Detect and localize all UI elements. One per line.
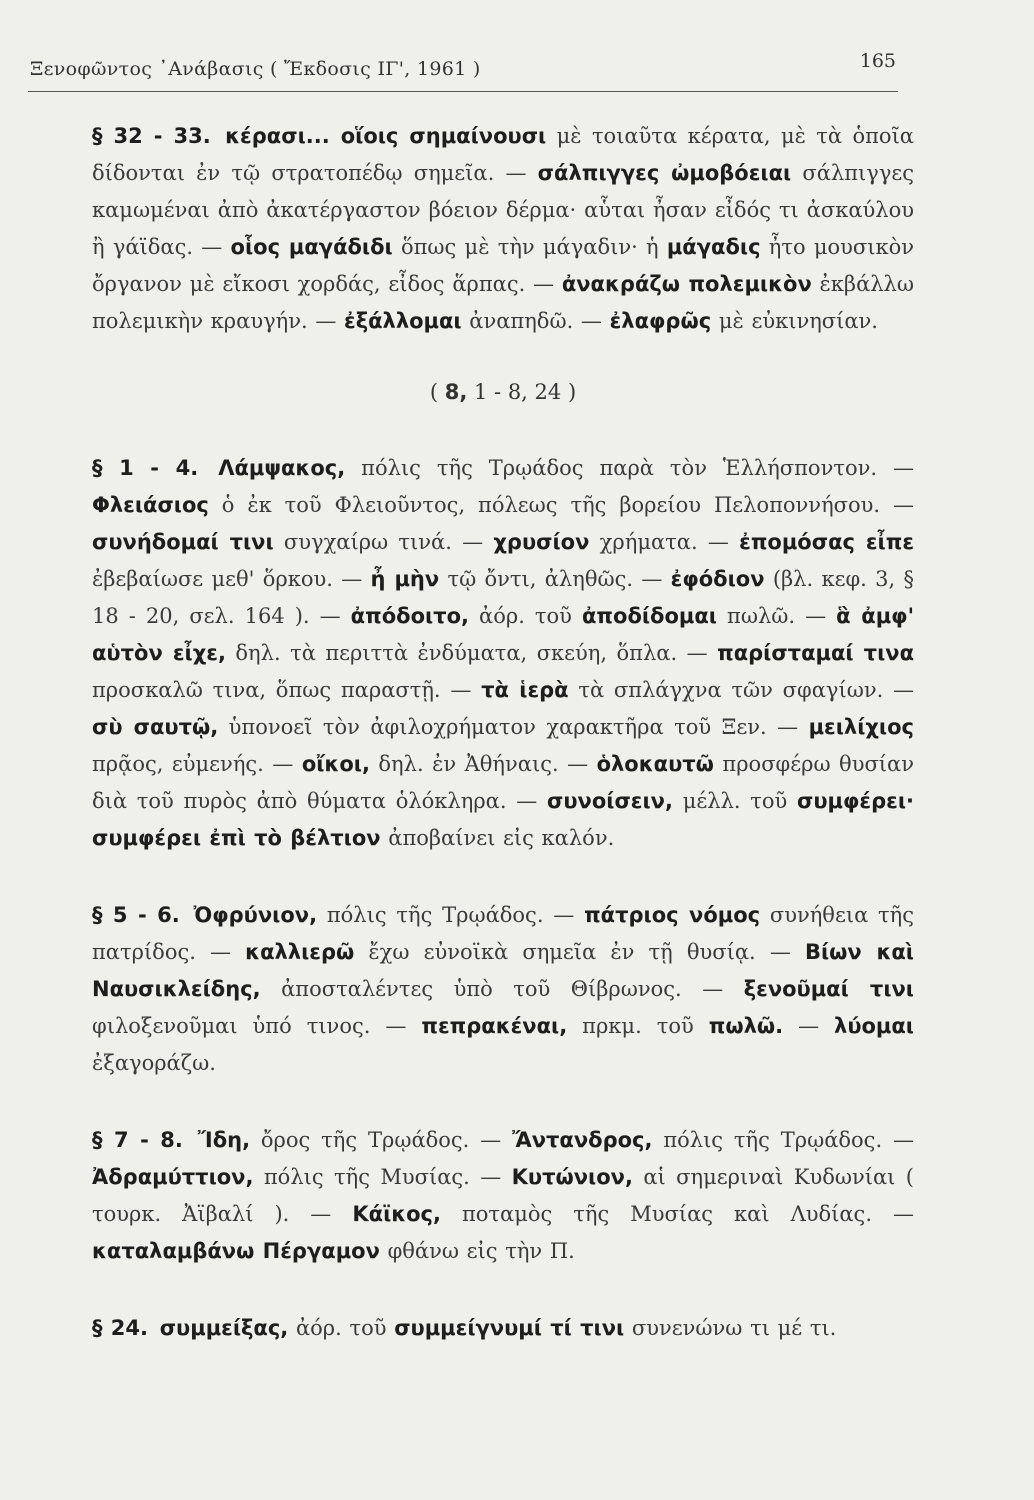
commentary-paragraph xyxy=(92,450,914,857)
lemma-term: συμμείξας, xyxy=(159,1316,289,1340)
lemma-term: ὁλοκαυτῶ xyxy=(596,752,714,776)
lemma-term: ἀπόδοιτο, xyxy=(350,604,469,628)
lemma-term: Ἄντανδρος, xyxy=(512,1128,653,1152)
gloss-text: ποταμὸς τῆς Μυσίας καὶ Λυδίας. — xyxy=(440,1202,914,1226)
lemma-term: οἴκοι, xyxy=(301,752,370,776)
gloss-text: δηλ. τὰ περιττὰ ἐνδύματα, σκεύη, ὅπλα. — xyxy=(225,641,718,665)
lemma-term: οἷος μαγάδιδι xyxy=(230,235,393,259)
gloss-text: ὄρος τῆς Τρῳάδος. — xyxy=(250,1128,513,1152)
lemma-term: Κυτώνιον, xyxy=(511,1165,633,1189)
gloss-text: φιλοξενοῦμαι ὑπό τινος. — xyxy=(92,1014,422,1038)
lemma-term: μειλίχιος xyxy=(808,715,914,739)
gloss-text: προσφέρω θυσίαν διὰ τοῦ πυρὸς ἀπὸ θύματα ὁλόκληρα. — xyxy=(92,752,914,813)
gloss-text: μὲ τοιαῦτα κέρατα, μὲ τὰ ὁποῖα δίδονται ἐν τῷ στρατοπέδῳ σημεῖα. — xyxy=(92,124,914,185)
lemma-term: συμμείγνυμί τί τινι xyxy=(394,1316,625,1340)
commentary-paragraph xyxy=(92,1122,914,1270)
lemma-term: Φλειάσιος xyxy=(92,493,209,517)
lemma-term: πωλῶ. xyxy=(708,1014,784,1038)
lemma-term: ἐφόδιον xyxy=(670,567,765,591)
gloss-text: αἱ σημεριναὶ Κυδωνίαι ( τουρκ. Ἀϊβαλί ). — xyxy=(92,1165,914,1226)
gloss-text: συνενώνω τι μέ τι. xyxy=(624,1316,837,1340)
lemma-term: λύομαι xyxy=(834,1014,914,1038)
lemma-term: ἃ ἀμφ' αὑτὸν εἶχε, xyxy=(92,604,914,665)
lemma-term: ἦ μὴν xyxy=(370,567,440,591)
lemma-term: Ἀδραμύττιον, xyxy=(92,1165,254,1189)
gloss-text: συγχαίρω τινά. — xyxy=(273,530,494,554)
gloss-text: μέλλ. τοῦ xyxy=(672,789,798,813)
lemma-term: ἀποδίδομαι xyxy=(581,604,717,628)
gloss-text: πόλις τῆς Τρῳάδος. — xyxy=(317,903,585,927)
commentary-paragraph xyxy=(92,1310,914,1347)
lemma-term: Κάϊκος, xyxy=(352,1202,441,1226)
gloss-text: χρήματα. — xyxy=(589,530,740,554)
section-number: § 1 - 4. xyxy=(92,456,199,480)
gloss-text: πρκμ. τοῦ xyxy=(567,1014,709,1038)
gloss-text: ἀποσταλέντες ὑπὸ τοῦ Θίβρωνος. — xyxy=(260,977,744,1001)
lemma-term: πάτριος νόμος xyxy=(584,903,761,927)
chapter-reference xyxy=(92,380,914,404)
gloss-text: πωλῶ. — xyxy=(716,604,837,628)
lemma-term: παρίσταμαί τινα xyxy=(717,641,914,665)
chapter-ref-close: ) xyxy=(567,380,577,404)
gloss-text: ἐκβάλλω πολεμικὴν κραυγήν. — xyxy=(92,272,914,333)
lemma-term: τὰ ἱερὰ xyxy=(481,678,569,702)
lemma-term: ξενοῦμαί τινι xyxy=(743,977,914,1001)
gloss-text: ἀόρ. τοῦ xyxy=(288,1316,395,1340)
gloss-text: συνήθεια τῆς πατρίδος. — xyxy=(92,903,914,964)
gloss-text: (βλ. κεφ. 3, § 18 - 20, σελ. 164 ). — xyxy=(92,567,914,628)
lemma-term: ἐξάλλομαι xyxy=(344,309,462,333)
gloss-text: ἐξαγοράζω. xyxy=(92,1051,216,1075)
lemma-term: Βίων καὶ Ναυσικλείδης, xyxy=(92,940,914,1001)
running-title: Ξενοφῶντος ᾿Ανάβασις ( Ἔκδοσις ΙΓ', 1961 ) xyxy=(30,58,481,80)
commentary-paragraph xyxy=(92,118,914,340)
gloss-text: φθάνω εἰς τὴν Π. xyxy=(379,1239,575,1263)
section-number: § 32 - 33. xyxy=(92,124,211,148)
section-number: § 7 - 8. xyxy=(92,1128,183,1152)
gloss-text: ἀποβαίνει εἰς καλόν. xyxy=(380,826,615,850)
entries-group-2 xyxy=(92,450,914,1347)
gloss-text: ὅπως μὲ τὴν μάγαδιν· ἡ xyxy=(392,235,667,259)
gloss-text: μὲ εὐκινησίαν. xyxy=(711,309,878,333)
gloss-text: ὑπονοεῖ τὸν ἀφιλοχρήματον χαρακτῆρα τοῦ Ξεν. — xyxy=(218,715,809,739)
gloss-text: ἔχω εὐνοϊκὰ σημεῖα ἐν τῇ θυσίᾳ. — xyxy=(354,940,805,964)
header-rule xyxy=(28,91,898,92)
lemma-term: χρυσίον xyxy=(493,530,590,554)
page-number: 165 xyxy=(859,50,896,72)
lemma-term: συμφέρει· συμφέρει ἐπὶ τὸ βέλτιον xyxy=(92,789,915,850)
gloss-text: πόλις τῆς Μυσίας. — xyxy=(253,1165,512,1189)
gloss-text: πρᾷος, εὐμενής. — xyxy=(92,752,302,776)
lemma-term: συνήδομαί τινι xyxy=(92,530,274,554)
lemma-term: καταλαμβάνω Πέργαμον xyxy=(92,1239,380,1263)
lemma-term: σάλπιγγες ὠμοβόειαι xyxy=(537,161,792,185)
gloss-text: ἐβεβαίωσε μεθ' ὅρκου. — xyxy=(92,567,371,591)
gloss-text: πόλις τῆς Τρῳάδος παρὰ τὸν Ἑλλήσποντον. — xyxy=(345,456,914,480)
gloss-text: ἀόρ. τοῦ xyxy=(468,604,582,628)
gloss-text: σάλπιγγες καμωμέναι ἀπὸ ἀκατέργαστον βόειον δέρμα· αὗται ἦσαν εἶδός τι ἀσκαύλου ἢ γάϊδας. — xyxy=(92,161,915,259)
entries-group-1 xyxy=(92,118,914,340)
gloss-text: — xyxy=(783,1014,835,1038)
chapter-ref-range: 1 - 8, 24 xyxy=(474,380,562,404)
gloss-text: τὰ σπλάγχνα τῶν σφαγίων. — xyxy=(568,678,914,702)
lemma-term: σὺ σαυτῷ, xyxy=(92,715,219,739)
section-number: § 24. xyxy=(92,1316,149,1340)
gloss-text: ὁ ἐκ τοῦ Φλειοῦντος, πόλεως τῆς βορείου Πελοποννήσου. — xyxy=(208,493,914,517)
commentary-paragraph xyxy=(92,897,914,1082)
lemma-term: Ὀφρύνιον, xyxy=(193,903,318,927)
commentary-body xyxy=(92,118,914,1387)
lemma-term: ἐλαφρῶς xyxy=(609,309,712,333)
chapter-ref-book: 8, xyxy=(444,380,468,404)
lemma-term: καλλιερῶ xyxy=(245,940,355,964)
lemma-term: μάγαδις xyxy=(666,235,761,259)
gloss-text: ἦτο μουσικὸν ὄργανον μὲ εἴκοσι χορδάς, εἶδος ἅρπας. — xyxy=(92,235,914,296)
lemma-term: πεπρακέναι, xyxy=(421,1014,568,1038)
lemma-term: κέρασι... οἵοις σημαίνουσι xyxy=(225,124,547,148)
lemma-term: συνοίσειν, xyxy=(547,789,673,813)
gloss-text: πόλις τῆς Τρῳάδος. — xyxy=(652,1128,914,1152)
lemma-term: ἐπομόσας εἶπε xyxy=(739,530,915,554)
lemma-term: Λάμψακος, xyxy=(218,456,346,480)
chapter-ref-open: ( xyxy=(429,380,439,404)
gloss-text: δηλ. ἐν Ἀθήναις. — xyxy=(369,752,597,776)
gloss-text: προσκαλῶ τινα, ὅπως παραστῇ. — xyxy=(92,678,482,702)
lemma-term: Ἴδη, xyxy=(197,1128,251,1152)
gloss-text: τῷ ὄντι, ἀληθῶς. — xyxy=(439,567,671,591)
lemma-term: ἀνακράζω πολεμικὸν xyxy=(561,272,812,296)
gloss-text: ἀναπηδῶ. — xyxy=(461,309,610,333)
section-number: § 5 - 6. xyxy=(92,903,180,927)
